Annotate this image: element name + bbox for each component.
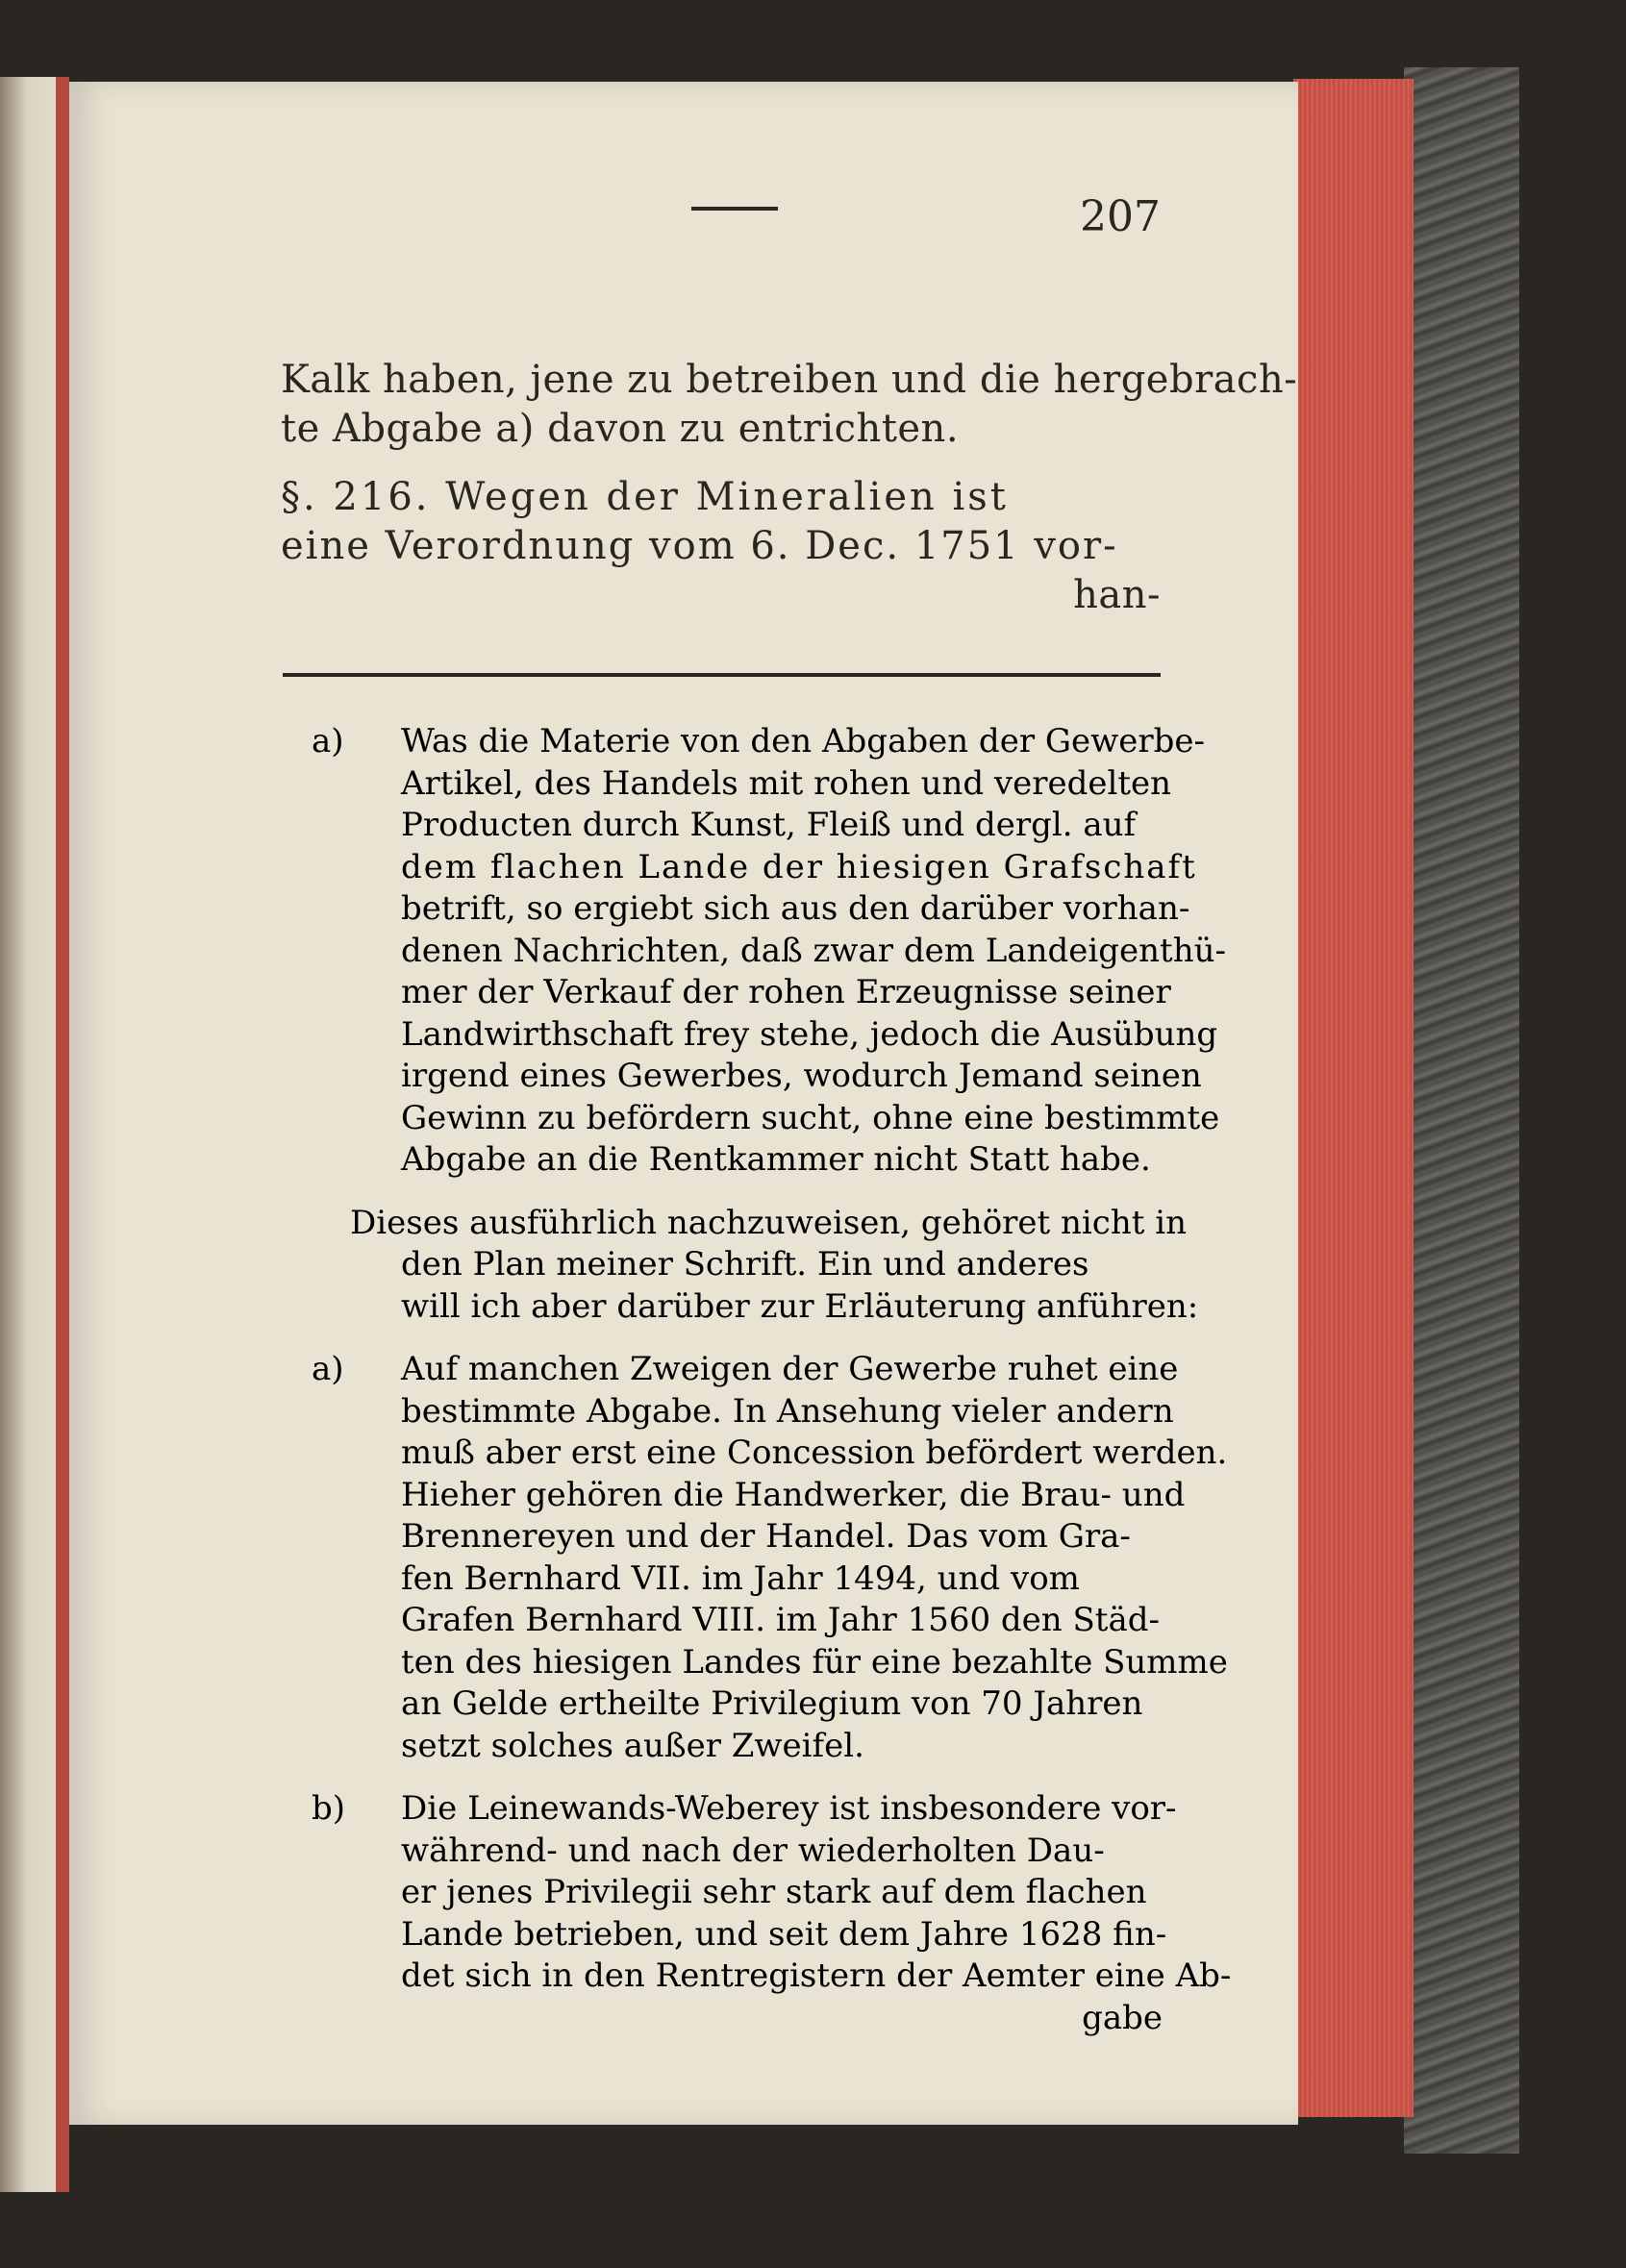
footnote-item-b (312, 1788, 1232, 2039)
header-rule (691, 207, 778, 211)
footnote-line: den Plan meiner Schrift. Ein und anderes (401, 1245, 1089, 1284)
footnote-line: fen Bernhard VII. im Jahr 1494, und vom (401, 1558, 1080, 1598)
footnote-line: an Gelde ertheilte Privilegium von 70 Jahren (401, 1684, 1143, 1723)
footnote-line: Hieher gehören die Handwerker, die Brau- und (401, 1475, 1186, 1514)
footnote-line: Dieses ausführlich nachzuweisen, gehöret nicht in (350, 1203, 1187, 1242)
footnote-line: denen Nachrichten, daß zwar dem Landeigenthü- (401, 931, 1227, 970)
footnote-line: Lande betrieben, und seit dem Jahre 1628 fin- (401, 1914, 1167, 1954)
footnote-line: Artikel, des Handels mit rohen und veredelten (401, 763, 1172, 803)
footnote-line: Gewinn zu befördern sucht, ohne eine bestimmte (401, 1098, 1220, 1137)
footnote-line: Abgabe an die Rentkammer nicht Statt habe. (401, 1140, 1151, 1179)
footnote-line: ten des hiesigen Landes für eine bezahlte Summe (401, 1642, 1228, 1682)
footnote-line: während- und nach der wiederholten Dau- (401, 1831, 1105, 1870)
footnote-line: will ich aber darüber zur Erläuterung anführen: (401, 1286, 1199, 1326)
item-label: b) (312, 1789, 346, 1828)
section-line: han- (1073, 573, 1161, 617)
footnote-line: Producten durch Kunst, Fleiß und dergl. auf (401, 806, 1137, 844)
footnote-line: gabe (1082, 1998, 1163, 2037)
book-page (69, 82, 1298, 2125)
footnote-line: betrift, so ergiebt sich aus den darüber vorhan- (401, 889, 1190, 928)
footnote-line: Brennereyen und der Handel. Das vom Gra- (401, 1517, 1131, 1556)
footnote-line: Die Leinewands-Weberey ist insbesondere vor- (401, 1789, 1177, 1828)
footnote-line: bestimmte Abgabe. In Ansehung vieler andern (401, 1391, 1174, 1431)
footnote-item-a (312, 1349, 1228, 1767)
footnote-label: a) (312, 722, 344, 760)
page-block-red-edge (1293, 79, 1413, 2117)
footnote-line: irgend eines Gewerbes, wodurch Jemand seinen (401, 1057, 1202, 1095)
item-label: a) (312, 1350, 344, 1388)
body-line: Kalk haben, jene zu betreiben und die hergebrach- (281, 358, 1298, 402)
section-216 (281, 473, 1161, 620)
footnote-line: mer der Verkauf der rohen Erzeugnisse seiner (401, 973, 1171, 1011)
footnote-line: muß aber erst eine Concession befördert werden. (401, 1433, 1228, 1472)
body-line: te Abgabe a) davon zu entrichten. (281, 407, 960, 451)
footnotes (312, 721, 1232, 2039)
book-cover-board (1404, 67, 1519, 2154)
footnote-line: dem flachen Lande der hiesigen Grafschaft (401, 847, 1197, 886)
section-line: §. 216. Wegen der Mineralien ist (281, 475, 1009, 519)
header-rule-text (691, 178, 694, 179)
footnote-line: Grafen Bernhard VIII. im Jahr 1560 den Städ- (401, 1601, 1160, 1639)
footnote-line: setzt solches außer Zweifel. (401, 1726, 864, 1765)
footnote-paragraph (312, 1203, 1199, 1329)
footnote-a (312, 721, 1227, 1182)
footnote-line: det sich in den Rentregistern der Aemter eine Ab- (401, 1956, 1232, 1995)
footnote-line: Landwirthschaft frey stehe, jedoch die Ausübung (401, 1014, 1218, 1054)
footnote-line: Was die Materie von den Abgaben der Gewerbe- (401, 722, 1206, 760)
footnote-line: er jenes Privilegii sehr stark auf dem flachen (401, 1873, 1147, 1911)
footnote-separator-rule (283, 673, 1161, 677)
left-page-red-edge (56, 77, 69, 2192)
footnote-line: Auf manchen Zweigen der Gewerbe ruhet eine (401, 1350, 1179, 1388)
section-line: eine Verordnung vom 6. Dec. 1751 vor- (281, 524, 1118, 568)
page-number: 207 (1080, 192, 1161, 241)
main-text (281, 356, 1298, 620)
